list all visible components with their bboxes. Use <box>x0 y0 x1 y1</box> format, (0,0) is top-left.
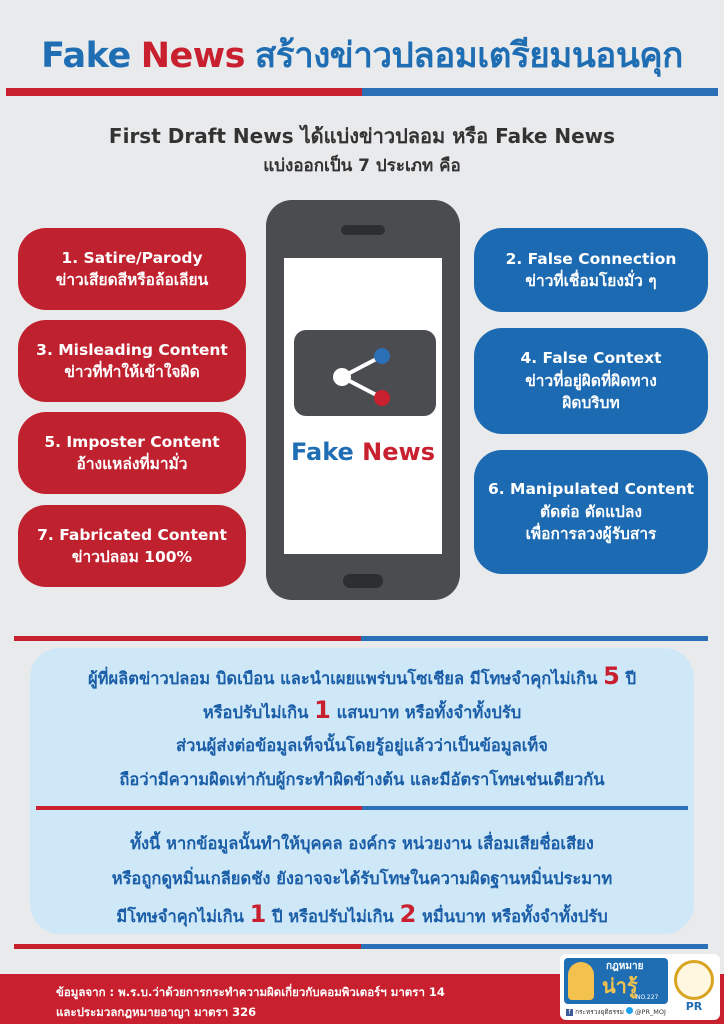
type-card-4 <box>474 328 708 434</box>
pr-emblem-icon <box>674 960 714 1000</box>
law-top-rule <box>14 636 708 641</box>
phone-fake: Fake <box>291 438 354 466</box>
intro-line-2: แบ่งออกเป็น 7 ประเภท คือ <box>263 156 461 176</box>
social-handles <box>566 1007 666 1017</box>
phone-screen <box>284 258 442 554</box>
footer-source-1: ข้อมูลจาก : พ.ร.บ.ว่าด้วยการกระทำความผิดเกี่ยวกับคอมพิวเตอร์ฯ มาตรา 14 <box>56 985 445 999</box>
logo-main-text: น่ารู้ <box>602 974 638 998</box>
law-bottom-rule <box>14 944 708 949</box>
law-line-4: ถือว่ามีความผิดเท่ากับผู้กระทำผิดข้างต้น และมีอัตราโทษเช่นเดียวกัน <box>119 770 605 789</box>
facebook-icon: f <box>566 1009 573 1016</box>
logo-top-text: กฎหมาย <box>606 961 644 972</box>
type-card-1 <box>18 228 246 310</box>
logo-area <box>560 954 720 1020</box>
type-desc-2: ผิดบริบท <box>562 394 620 413</box>
share-icon <box>294 330 436 416</box>
type-card-3 <box>18 320 246 402</box>
type-desc: ข่าวที่ทำให้เข้าใจผิด <box>64 363 200 381</box>
type-card-6 <box>474 450 708 574</box>
law-text: มีโทษจำคุกไม่เกิน <box>116 907 244 926</box>
type-card-2 <box>474 228 708 312</box>
type-title: 5. Imposter Content <box>44 432 220 451</box>
law-text: หมื่นบาท หรือทั้งจำทั้งปรับ <box>422 907 608 926</box>
phone-speaker <box>341 225 385 235</box>
header-rule <box>6 88 718 96</box>
type-title: 1. Satire/Parody <box>61 248 203 267</box>
type-title: 2. False Connection <box>505 249 677 268</box>
type-desc: ข่าวปลอม 100% <box>71 548 193 566</box>
type-desc-2: เพื่อการลวงผู้รับสาร <box>525 525 657 544</box>
phone-illustration <box>266 200 460 600</box>
type-card-7 <box>18 505 246 587</box>
penalty-fine: 2 <box>399 900 417 928</box>
type-title: 3. Misleading Content <box>36 340 228 359</box>
type-desc: ตัดต่อ ดัดแปลง <box>540 502 642 521</box>
law-line-1 <box>0 660 724 695</box>
logo-number: NO.227 <box>636 994 659 1001</box>
law-text: แสนบาท หรือทั้งจำทั้งปรับ <box>336 703 522 722</box>
phone-home-button <box>343 574 383 588</box>
type-card-5 <box>18 412 246 494</box>
type-title: 4. False Context <box>520 349 662 368</box>
type-desc: อ้างแหล่งที่มามั่ว <box>76 455 188 473</box>
penalty-fine: 1 <box>314 696 331 724</box>
law-text: หรือปรับไม่เกิน <box>202 703 309 722</box>
law-line-3: ส่วนผู้ส่งต่อข้อมูลเท็จนั้นโดยรู้อยู่แล้วว่าเป็นข้อมูลเท็จ <box>176 736 548 755</box>
law2-line-3 <box>0 898 724 933</box>
law-text: ผู้ที่ผลิตข่าวปลอม บิดเบือน และนำเผยแพร่บนโซเชียล มีโทษจำคุกไม่เกิน <box>87 669 598 688</box>
title-news: News <box>140 36 245 76</box>
law-text: ปี <box>625 669 637 688</box>
twitter-handle: @PR_MOJ <box>635 1008 666 1016</box>
phone-fake-news-label <box>266 438 460 466</box>
type-desc: ข่าวเสียดสีหรือล้อเลียน <box>55 271 209 289</box>
page-title <box>0 28 724 83</box>
penalty-years: 5 <box>603 662 620 690</box>
facebook-handle: กระทรวงยุติธรรม <box>575 1008 624 1016</box>
pr-logo-text: PR <box>685 1000 703 1013</box>
title-thai: สร้างข่าวปลอมเตรียมนอนคุก <box>254 36 683 76</box>
type-desc: ข่าวที่เชื่อมโยงมั่ว ๆ <box>525 272 657 290</box>
type-title: 7. Fabricated Content <box>37 525 227 544</box>
share-icon-box <box>294 330 436 416</box>
law-divider <box>36 806 688 810</box>
twitter-icon <box>626 1007 633 1014</box>
intro-line-1: First Draft News ได้แบ่งข่าวปลอม หรือ Fake News <box>108 124 616 148</box>
title-fake: Fake <box>41 36 131 76</box>
law2-line-1: ทั้งนี้ หากข้อมูลนั้นทำให้บุคคล องค์กร หน่วยงาน เสื่อมเสียชื่อเสียง <box>130 834 594 853</box>
law-knowledge-logo <box>564 958 668 1004</box>
law-line-2 <box>0 694 724 729</box>
footer-source-2: และประมวลกฎหมายอาญา มาตรา 326 <box>56 1005 257 1019</box>
type-desc: ข่าวที่อยู่ผิดที่ผิดทาง <box>525 371 657 390</box>
penalty-years: 1 <box>249 900 267 928</box>
law2-line-2: หรือถูกดูหมิ่นเกลียดชัง ยังอาจจะได้รับโทษในความผิดฐานหมิ่นประมาท <box>111 869 613 888</box>
law-text: ปี หรือปรับไม่เกิน <box>272 907 394 926</box>
phone-news: News <box>362 438 435 466</box>
mascot-icon <box>568 962 594 1000</box>
type-title: 6. Manipulated Content <box>487 480 695 499</box>
